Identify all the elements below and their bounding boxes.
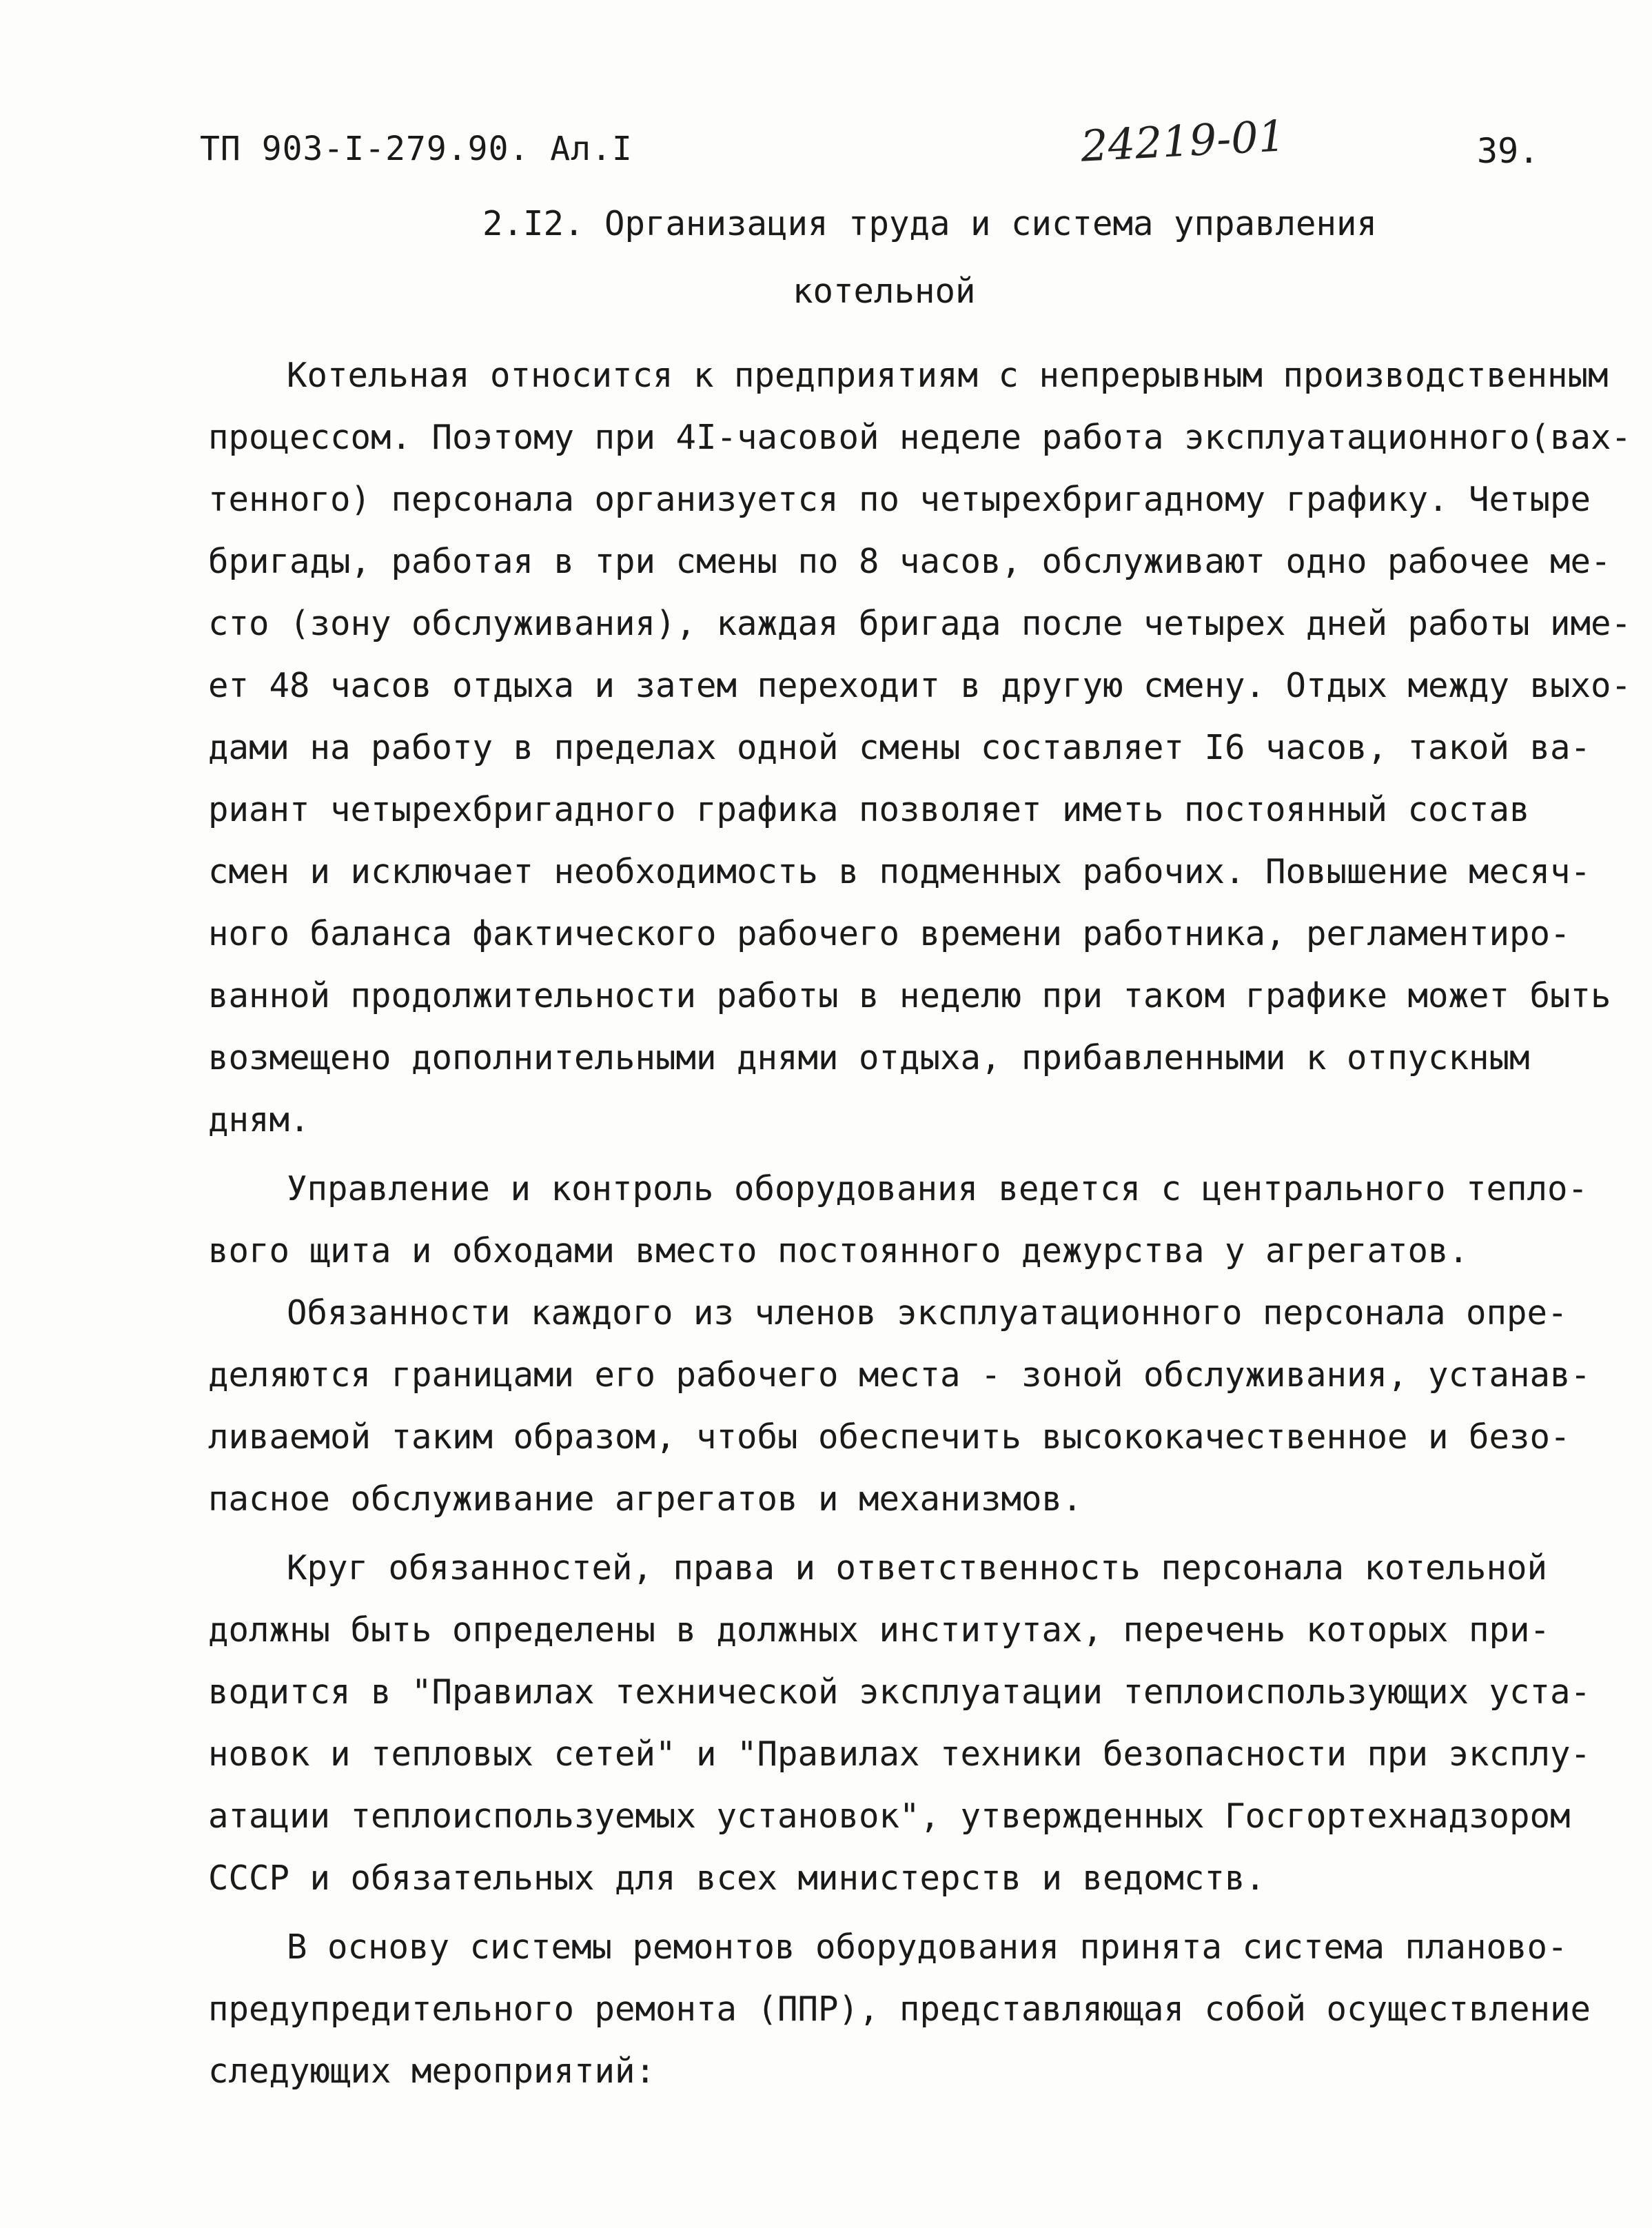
text-line: должны быть определены в должных институтах, перечень которых при- <box>208 1610 1551 1650</box>
text-line: тенного) персонала организуется по четырехбригадному графику. Четыре <box>208 480 1591 519</box>
text-line: пасное обслуживание агрегатов и механизмов. <box>208 1479 1083 1519</box>
section-title: 2.I2. Организация труда и система управления <box>482 204 1378 243</box>
text-line: атации теплоиспользуемых установок", утвержденных Госгортехнадзором <box>208 1796 1571 1836</box>
text-line: процессом. Поэтому при 4I-часовой неделе работа эксплуатационного(вах- <box>208 418 1632 457</box>
text-line: СССР и обязательных для всех министерств и ведомств. <box>208 1859 1266 1898</box>
text-line: возмещено дополнительными днями отдыха, прибавленными к отпускным <box>208 1038 1530 1077</box>
text-line: Котельная относится к предприятиям с непрерывным производственным <box>287 356 1609 395</box>
text-line: вого щита и обходами вместо постоянного дежурства у агрегатов. <box>208 1231 1469 1270</box>
text-line: ет 48 часов отдыха и затем переходит в другую смену. Отдых между выхо- <box>208 666 1632 705</box>
text-line: водится в "Правилах технической эксплуатации теплоиспользующих уста- <box>208 1672 1591 1712</box>
text-line: дами на работу в пределах одной смены составляет I6 часов, такой ва- <box>208 728 1591 767</box>
text-line: деляются границами его рабочего места - зоной обслуживания, устанав- <box>208 1355 1591 1395</box>
text-line: ванной продолжительности работы в неделю при таком графике может быть <box>208 976 1611 1015</box>
text-line: В основу системы ремонтов оборудования принята система планово- <box>287 1927 1568 1967</box>
page-number: 39. <box>1477 131 1540 171</box>
handwritten-number: 24219-01 <box>1079 110 1287 172</box>
text-line: следующих мероприятий: <box>208 2052 656 2091</box>
text-line: Круг обязанностей, права и ответственность персонала котельной <box>287 1548 1548 1588</box>
text-line: риант четырехбригадного графика позволяет иметь постоянный состав <box>208 790 1530 829</box>
text-line: ного баланса фактического рабочего времени работника, регламентиро- <box>208 914 1571 953</box>
text-line: новок и тепловых сетей" и "Правилах техники безопасности при эксплу- <box>208 1734 1591 1774</box>
text-line: Обязанности каждого из членов эксплуатационного персонала опре- <box>287 1293 1568 1333</box>
text-line: Управление и контроль оборудования ведется с центрального тепло- <box>287 1169 1589 1208</box>
text-line: бригады, работая в три смены по 8 часов, обслуживают одно рабочее ме- <box>208 542 1611 581</box>
document-code: ТП 903-I-279.90. Ал.I <box>200 130 633 168</box>
section-title-continued: котельной <box>793 272 976 311</box>
text-line: предупредительного ремонта (ППР), представляющая собой осуществление <box>208 1989 1591 2029</box>
text-line: смен и исключает необходимость в подменных рабочих. Повышение месяч- <box>208 852 1591 891</box>
text-line: дням. <box>208 1100 310 1140</box>
text-line: сто (зону обслуживания), каждая бригада после четырех дней работы име- <box>208 604 1632 643</box>
text-line: ливаемой таким образом, чтобы обеспечить высококачественное и безо- <box>208 1417 1571 1457</box>
